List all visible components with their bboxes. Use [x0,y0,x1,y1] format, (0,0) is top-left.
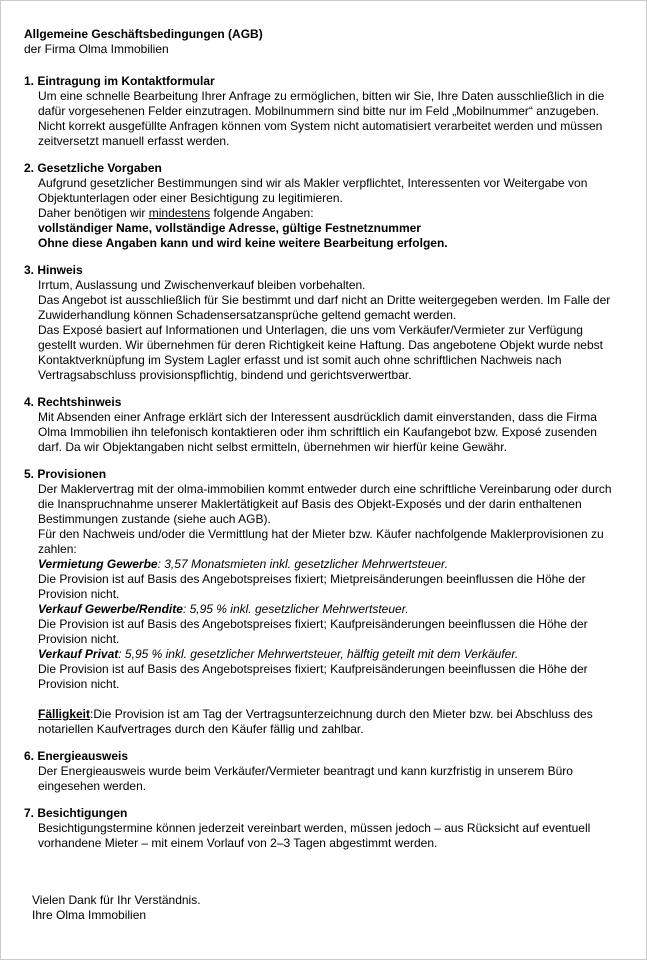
text-run: Daher benötigen wir [38,206,149,220]
text-run: Besichtigungstermine können jederzeit vereinbart werden, müssen jedoch – aus Rücksicht auf eventuell vorhandene Mieter – mit einem Vorlauf von 2–3 Tagen abgestimmt werden. [38,821,591,850]
section-heading: 4. Rechtshinweis [24,395,122,409]
text-run: mindestens [148,206,211,220]
paragraph [38,692,624,707]
paragraph [38,821,624,851]
text-run: : 5,95 % inkl. gesetzlicher Mehrwertsteuer. [182,602,409,616]
text-run: :Die Provision ist am Tag der Vertragsunterzeichnung durch den Mieter bzw. bei Abschluss des notariellen Kaufvertrages durch den Käufer fällig und zahlbar. [38,707,593,736]
section-heading: 6. Energieausweis [24,749,129,763]
document-section [24,263,624,383]
document-section [24,467,624,737]
paragraph [38,410,624,455]
text-run: vollständiger Name, vollständige Adresse, gültige Festnetznummer [38,221,421,235]
text-run: Um eine schnelle Bearbeitung Ihrer Anfrage zu ermöglichen, bitten wir Sie, Ihre Daten ausschließlich in die dafür vorgesehenen Felder einzutragen. Mobilnummern sind bitte nur im Feld „Mobilnummer“ anzugeben. Nicht korrekt ausgefüllte Anfragen können vom System nicht automatisiert verarbeitet werden und müssen zeitversetzt manuell erfasst werden. [38,89,605,148]
document-section [24,806,624,851]
text-run: Irrtum, Auslassung und Zwischenverkauf bleiben vorbehalten. [38,278,366,292]
paragraph [38,323,624,383]
text-run: Verkauf Privat [38,647,119,661]
text-run: : 3,57 Monatsmieten inkl. gesetzlicher Mehrwertsteuer. [157,557,448,571]
document-section [24,749,624,794]
paragraph [38,572,624,602]
document-title: Allgemeine Geschäftsbedingungen (AGB) [24,27,263,41]
paragraph [38,557,624,572]
paragraph [38,482,624,527]
footer-signature-line: Ihre Olma Immobilien [32,908,147,922]
text-run: Die Provision ist auf Basis des Angebotspreises fixiert; Kaufpreisänderungen beeinflussen die Höhe der Provision nicht. [38,617,588,646]
section-body [24,821,624,851]
section-body [24,410,624,455]
text-run: Die Provision ist auf Basis des Angebotspreises fixiert; Kaufpreisänderungen beeinflussen die Höhe der Provision nicht. [38,662,588,691]
section-body [24,764,624,794]
paragraph [38,221,624,236]
text-run: folgende Angaben: [210,206,314,220]
document-section [24,395,624,455]
text-run: Das Angebot ist ausschließlich für Sie bestimmt und darf nicht an Dritte weitergegeben werden. Im Falle der Zuwiderhandlung können Schadensersatzansprüche geltend gemacht werden. [38,293,611,322]
text-run: Für den Nachweis und/oder die Vermittlung hat der Mieter bzw. Käufer nachfolgende Maklerprovisionen zu zahlen: [38,527,604,556]
text-run: Der Maklervertrag mit der olma-immobilien kommt entweder durch eine schriftliche Vereinbarung oder durch die Inanspruchnahme unserer Maklertätigkeit auf Basis des Objekt-Exposés und der darin enthaltenen Bestimmungen zustande (siehe auch AGB). [38,482,612,526]
section-heading: 7. Besichtigungen [24,806,128,820]
paragraph [38,278,624,293]
section-body [24,278,624,383]
section-heading: 5. Provisionen [24,467,107,481]
section-body [24,176,624,251]
section-heading: 2. Gesetzliche Vorgaben [24,161,162,175]
section-body [24,89,624,149]
text-run: Fälligkeit [38,707,91,721]
paragraph [38,527,624,557]
document-section [24,74,624,149]
text-run: Das Exposé basiert auf Informationen und Unterlagen, die uns vom Verkäufer/Vermieter zur Verfügung gestellt wurden. Wir übernehmen für deren Richtigkeit keine Haftung. Das angebotene Objekt wurde nebst Kontaktverknüpfung im System Lagler erfasst und ist somit auch ohne schriftlichen Nachweis nach Vertragsabschluss provisionspflichtig, bindend und gerichtsverwertbar. [38,323,603,382]
section-heading: 3. Hinweis [24,263,83,277]
paragraph [38,89,624,149]
paragraph [38,662,624,692]
document-subtitle: der Firma Olma Immobilien [24,42,169,56]
text-run: : 5,95 % inkl. gesetzlicher Mehrwertsteuer, hälftig geteilt mit dem Verkäufer. [118,647,519,661]
section-body [24,482,624,737]
text-run: Verkauf Gewerbe/Rendite [38,602,183,616]
document-footer [24,893,624,923]
paragraph [38,617,624,647]
text-run: Ohne diese Angaben kann und wird keine weitere Bearbeitung erfolgen. [38,236,448,250]
text-run: Mit Absenden einer Anfrage erklärt sich der Interessent ausdrücklich damit einverstanden, dass die Firma Olma Immobilien ihn telefonisch kontaktieren oder ihm schriftlich ein Kaufangebot bzw. Exposé zusenden darf. Da wir Objektangaben nicht selbst ermitteln, übernehmen wir hierfür keine Gewähr. [38,410,597,454]
paragraph [38,707,624,737]
paragraph [38,206,624,221]
footer-thanks-line: Vielen Dank für Ihr Verständnis. [32,893,201,907]
paragraph [38,293,624,323]
section-heading: 1. Eintragung im Kontaktformular [24,74,215,88]
text-run: Die Provision ist auf Basis des Angebotspreises fixiert; Mietpreisänderungen beeinflussen die Höhe der Provision nicht. [38,572,586,601]
text-run: Der Energieausweis wurde beim Verkäufer/Vermieter beantragt und kann kurzfristig in unserem Büro eingesehen werden. [38,764,573,793]
paragraph [38,602,624,617]
text-run: Vermietung Gewerbe [38,557,158,571]
document-section [24,161,624,251]
paragraph [38,647,624,662]
paragraph [38,176,624,206]
document-header [24,27,624,57]
document-sections [24,74,624,851]
text-run: Aufgrund gesetzlicher Bestimmungen sind wir als Makler verpflichtet, Interessenten vor Weitergabe von Objektunterlagen oder einer Besichtigung zu legitimieren. [38,176,588,205]
paragraph [38,764,624,794]
paragraph [38,236,624,251]
